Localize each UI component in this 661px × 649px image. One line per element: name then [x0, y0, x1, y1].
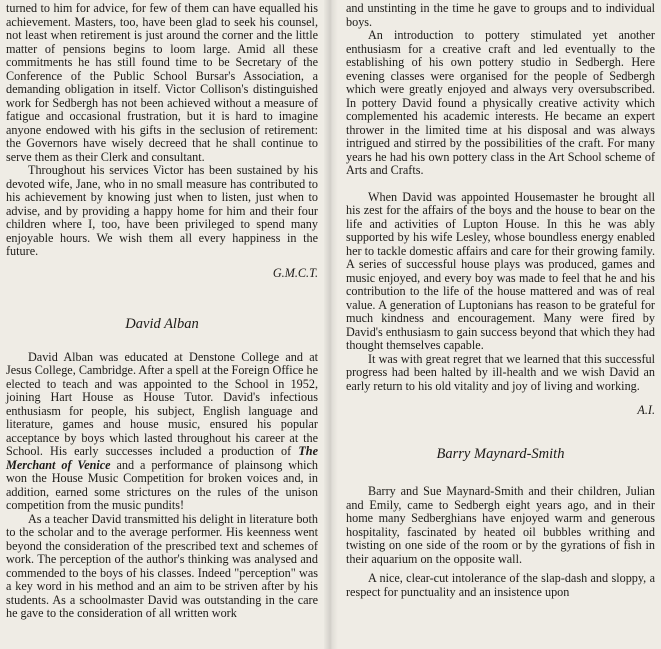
left-paragraph-3 [6, 351, 318, 513]
heading-barry-maynard-smith: Barry Maynard-Smith [436, 446, 565, 462]
right-page [330, 0, 661, 649]
left-paragraph-3-start: David Alban was educated at Denstone College and at Jesus College, Cambridge. After a spell at the Foreign Office he elected to teach and was appointed to the School in 1952, joining Hart House as House Tutor. David's infectious enthusiasm for people, his subject, English language and literature, games and house music, ensured his popular acceptance by boys which lasted throughout his career at the School. His early successes included a production of [6, 349, 318, 458]
right-paragraph-3: When David was appointed Housemaster he brought all his zest for the affairs of the boys and the house to bear on the life and activities of Lupton House. In this he was ably supported by his wife Lesley, whose boundless energy enabled her to tackle domestic affairs and care for their growing family. A series of successful house plays was produced, games and music enjoyed, and every boy was made to feel that he and his contribution to the life of the house mattered and was of real value. A generation of Luptonians has reason to be grateful for much kindness and encouragement. Many were fired by David's enthusiasm to gain success beyond that which they had thought themselves capable. [346, 189, 655, 352]
left-paragraph-4: As a teacher David transmitted his delight in literature both to the scholar and to the average performer. His keenness went beyond the consideration of the prescribed text and schemes of work. The perception of the author's thinking was analysed and commended to the boys of his classes. Indeed "perception" was a key word in his method and an aim to be striven after by his students. As a schoolmaster David was outstanding in the care he gave to the consideration of all written work [6, 511, 318, 620]
right-paragraph-1: and unstinting in the time he gave to groups and to individual boys. [346, 1, 655, 29]
right-paragraph-2: An introduction to pottery stimulated yet another enthusiasm for a creative craft and led eventually to the establishing of his own pottery studio in Sedbergh. Here evening classes were organised for the people of Sedbergh which were greatly enjoyed and always very oversubscribed. In pottery David found a physically creative activity which complemented his academic interests. He became an expert thrower in the limited time at his disposal and was always intrigued and stirred by the possibilities of the craft. For many years he had his own pottery class in the Art School scheme of Arts and Crafts. [346, 28, 655, 177]
left-page [0, 0, 330, 649]
left-paragraph-3-end: and a performance of plainsong which won the House Music Competition for broken voices and, in addition, earned some strictures on the rules of the unison competition from the music pundits! [6, 457, 318, 512]
left-paragraph-2: Throughout his services Victor has been sustained by his devoted wife, Jane, who in no small measure has contributed to his achievement by knowing just when to listen, just when to advise, and by providing a happy home for him and their four children where I, too, have been privileged to spend many enjoyable hours. We wish them all every happiness in the future. [6, 163, 318, 258]
signature-gmct: G.M.C.T. [272, 265, 318, 280]
signature-ai: A.I. [637, 403, 655, 417]
heading-david-alban: David Alban [125, 315, 199, 332]
right-paragraph-5: Barry and Sue Maynard-Smith and their children, Julian and Emily, came to Sedbergh eight years ago, and in their home many Sedberghians have enjoyed warm and generous hospitality, fascinated by heated oil bubbles writhing and twisting on one side of the room or by the gyrations of fish in their aquarium on the opposite wall. [346, 484, 655, 566]
left-paragraph-1: turned to him for advice, for few of them can have equalled his achievement. Masters, too, have been glad to seek his counsel, not least when retirement is just around the corner and the little matter of pensions begins to loom large. Amid all these commitments he has still found time to be Secretary of the Conference of the Public School Bursar's Association, a demanding obligation in itself. Victor Collison's distinguished work for Sedbergh has not been achieved without a measure of fatigue and occasional frustration, but it is hard to imagine anyone endowed with his gifts in the seclusion of retirement: the Governors have wisely decreed that he shall continue to serve them as their Clerk and consultant. [6, 1, 318, 164]
right-paragraph-6: A nice, clear-cut intolerance of the slap-dash and sloppy, a respect for punctuality and an insistence upon [346, 571, 655, 599]
play-title: The Merchant of Venice [6, 444, 318, 472]
right-paragraph-4: It was with great regret that we learned that this successful progress had been halted by ill-health and we wish David an early return to his old vitality and joy of living and working. [346, 351, 655, 393]
